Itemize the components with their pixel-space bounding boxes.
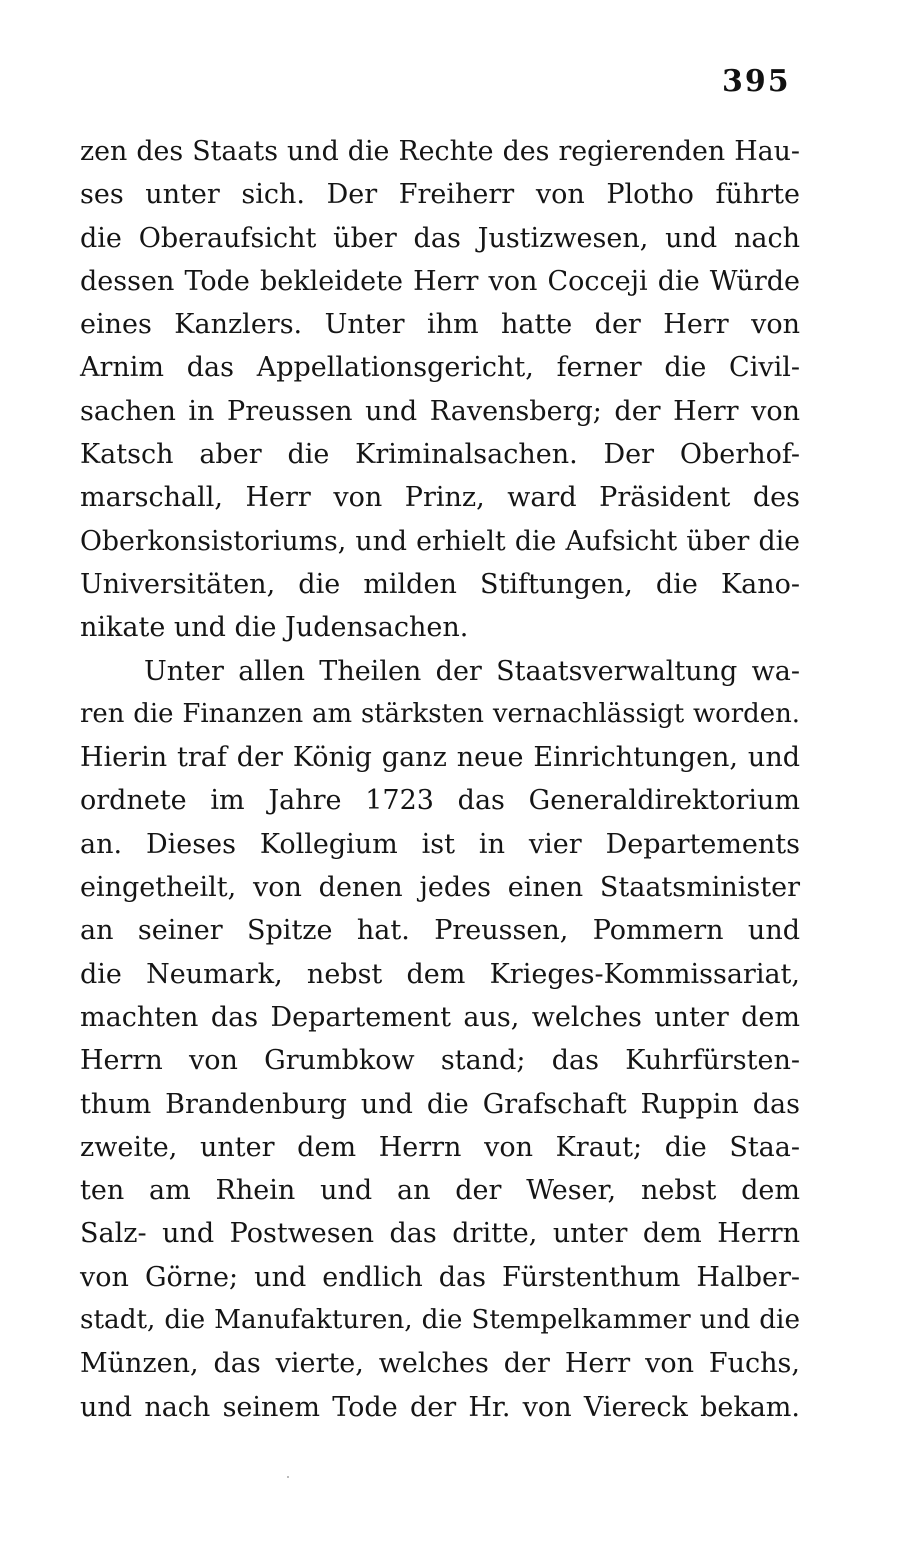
- text-line: Katsch aber die Kriminalsachen. Der Oberhof-: [80, 439, 800, 471]
- text-line: thum Brandenburg und die Grafschaft Ruppin das: [80, 1088, 800, 1120]
- text-line: dessen Tode bekleidete Herr von Cocceji die Würde: [80, 265, 800, 297]
- text-line: Hierin traf der König ganz neue Einrichtungen, und: [80, 742, 800, 774]
- text-line: Oberkonsistoriums, und erhielt die Aufsicht über die: [80, 525, 800, 557]
- text-line: nikate und die Judensachen.: [80, 612, 469, 644]
- paper-speck: [287, 1476, 289, 1478]
- text-line: die Oberaufsicht über das Justizwesen, und nach: [80, 222, 800, 254]
- text-line: Münzen, das vierte, welches der Herr von Fuchs,: [80, 1348, 800, 1380]
- text-line: die Neumark, nebst dem Krieges-Kommissariat,: [80, 958, 800, 990]
- text-line: ren die Finanzen am stärksten vernachlässigt worden.: [80, 698, 800, 729]
- text-line: Unter allen Theilen der Staatsverwaltung wa-: [144, 655, 800, 687]
- text-line: zen des Staats und die Rechte des regierenden Hau-: [80, 136, 800, 167]
- text-line: Salz- und Postwesen das dritte, unter dem Herrn: [80, 1218, 800, 1250]
- page-number: 395: [722, 64, 791, 99]
- text-line: an. Dieses Kollegium ist in vier Departements: [80, 828, 800, 860]
- paragraph-1: [80, 130, 800, 650]
- text-line: Universitäten, die milden Stiftungen, die Kano-: [80, 568, 800, 600]
- text-line: ordnete im Jahre 1723 das Generaldirektorium: [80, 785, 800, 817]
- text-line: an seiner Spitze hat. Preussen, Pommern und: [80, 915, 800, 947]
- text-line: stadt, die Manufakturen, die Stempelkammer und die: [80, 1305, 800, 1336]
- text-line: von Görne; und endlich das Fürstenthum Halber-: [80, 1261, 800, 1293]
- text-line: zweite, unter dem Herrn von Kraut; die Staa-: [80, 1131, 800, 1163]
- text-line: eines Kanzlers. Unter ihm hatte der Herr von: [80, 309, 800, 341]
- text-line: eingetheilt, von denen jedes einen Staatsminister: [80, 872, 800, 904]
- text-line: und nach seinem Tode der Hr. von Viereck bekam.: [80, 1391, 800, 1423]
- text-line: Arnim das Appellationsgericht, ferner die Civil-: [80, 352, 800, 384]
- text-line: sachen in Preussen und Ravensberg; der Herr von: [80, 395, 800, 427]
- text-line: ses unter sich. Der Freiherr von Plotho führte: [80, 179, 800, 211]
- text-line: machten das Departement aus, welches unter dem: [80, 1001, 800, 1033]
- text-line: Herrn von Grumbkow stand; das Kuhrfürsten-: [80, 1045, 800, 1077]
- text-line: marschall, Herr von Prinz, ward Präsident des: [80, 482, 800, 514]
- paragraph-2: [80, 650, 800, 1429]
- body-text: [80, 130, 800, 1429]
- text-line: ten am Rhein und an der Weser, nebst dem: [80, 1175, 800, 1207]
